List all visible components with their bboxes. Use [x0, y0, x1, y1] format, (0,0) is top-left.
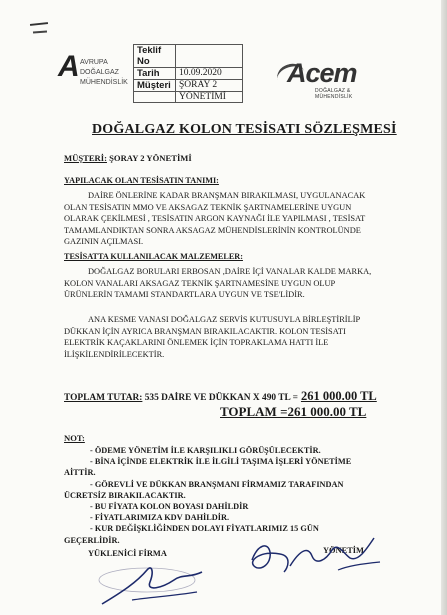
- management-label: YÖNETİM: [323, 546, 364, 555]
- table-row: Tarih 10.09.2020: [134, 68, 243, 80]
- contractor-label: YÜKLENİCİ FİRMA: [88, 549, 167, 558]
- scan-edge: [441, 0, 447, 615]
- grand-total: TOPLAM =261 000.00 TL: [220, 404, 367, 419]
- customer-value: ŞORAY 2 YÖNETİMİ: [109, 153, 192, 163]
- logo-mark: A: [58, 50, 80, 83]
- company-logo-left: [58, 50, 128, 90]
- company-logo-right: [275, 58, 385, 98]
- notes-heading: NOT:: [64, 433, 85, 443]
- customer-line: [64, 153, 192, 163]
- total-amount: 261 000.00 TL: [300, 389, 377, 403]
- total-calculation: 535 DAİRE VE DÜKKAN X 490 TL =: [142, 393, 298, 403]
- logo-brand: Acem: [287, 58, 357, 88]
- work-heading: YAPILACAK OLAN TESİSATIN TANIMI:: [64, 176, 219, 185]
- materials-description: DOĞALGAZ BORULARI ERBOSAN ,DAİRE İÇİ VANALAR KALDE MARKA, KOLON VANALARI AKSAGAZ TEKNİK ŞARTNAMESİNE UYGUN OLUP ÜRÜNLERİN TAMAMI STANDARTLARA UYGUN VE TSE'LİDİR.: [64, 267, 372, 300]
- total-label: TOPLAM TUTAR:: [64, 393, 143, 403]
- list-item: - ÖDEME YÖNETİM İLE KARŞILIKLI GÖRÜŞÜLECEKTİR.: [90, 446, 321, 455]
- table-row: Müşteri ŞORAY 2: [134, 80, 243, 92]
- table-row: Teklif No: [134, 45, 243, 68]
- table-row: YÖNETİMİ: [134, 92, 243, 103]
- list-item: - FİYATLARIMIZA KDV DAHİLDİR.: [90, 513, 230, 523]
- contractor-signature-stamp: [92, 552, 232, 612]
- list-item: - BU FİYATA KOLON BOYASI DAHİLDİR: [90, 502, 249, 512]
- list-item: - GÖREVLİ VE DÜKKAN BRANŞMANI FİRMAMIZ TARAFINDAN: [90, 479, 344, 489]
- pen-mark: [33, 31, 47, 34]
- management-signature: [240, 520, 390, 590]
- work-description: DAİRE ÖNLERİNE KADAR BRANŞMAN BIRAKILMASI, UYGULANACAK OLAN TESİSATIN MMO VE AKSAGAZ TEKNİK ŞARTNAMELERİNE UYGUN OLARAK ÇEKİLMESİ , TESİSATIN ARGON KAYNAĞI İLE YAPILMASI , TESİSAT TAMAMLANDIKTAN SONRA AKSAGAZ MÜHENDİSLERİNİN KONTROLÜNDE GAZININ AÇILMASI.: [64, 191, 366, 247]
- list-item: AİTTİR.: [64, 468, 96, 478]
- valve-description: ANA KESME VANASI DOĞALGAZ SERVİS KUTUSUYLA BİRLEŞTİRİLİP DÜKKAN İÇİN AYRICA BRANŞMAN BIRAKILACAKTIR. KOLON TESİSATI ELEKTRİK KAÇAKLARINI ÖNLEMEK İÇİN TOPRAKLAMA HATTI İLE İLİŞKİLENDİRİLECEKTİR.: [64, 315, 361, 359]
- document-title: DOĞALGAZ KOLON TESİSATI SÖZLEŞMESİ: [92, 122, 397, 137]
- logo-subtitle: DOĞALGAZ & MÜHENDİSLİK: [315, 88, 353, 100]
- list-item: GEÇERLİDİR.: [64, 535, 120, 545]
- list-item: - BİNA İÇİNDE ELEKTRİK İLE İLGİLİ TAŞIMA İŞLERİ YÖNETİME: [90, 457, 352, 467]
- pen-mark: [30, 22, 48, 26]
- list-item: - KUR DEĞİŞKLİĞİNDEN DOLAYI FİYATLARIMIZ 15 GÜN: [90, 524, 319, 534]
- list-item: ÜCRETSİZ BIRAKILACAKTIR.: [64, 490, 186, 500]
- customer-label: MÜŞTERİ:: [64, 153, 107, 163]
- offer-info-table: [133, 44, 243, 103]
- materials-heading: TESİSATTA KULLANILACAK MALZEMELER:: [64, 252, 243, 261]
- total-line: [64, 389, 377, 404]
- logo-text: AVRUPA DOĞALGAZ MÜHENDİSLİK: [80, 59, 128, 86]
